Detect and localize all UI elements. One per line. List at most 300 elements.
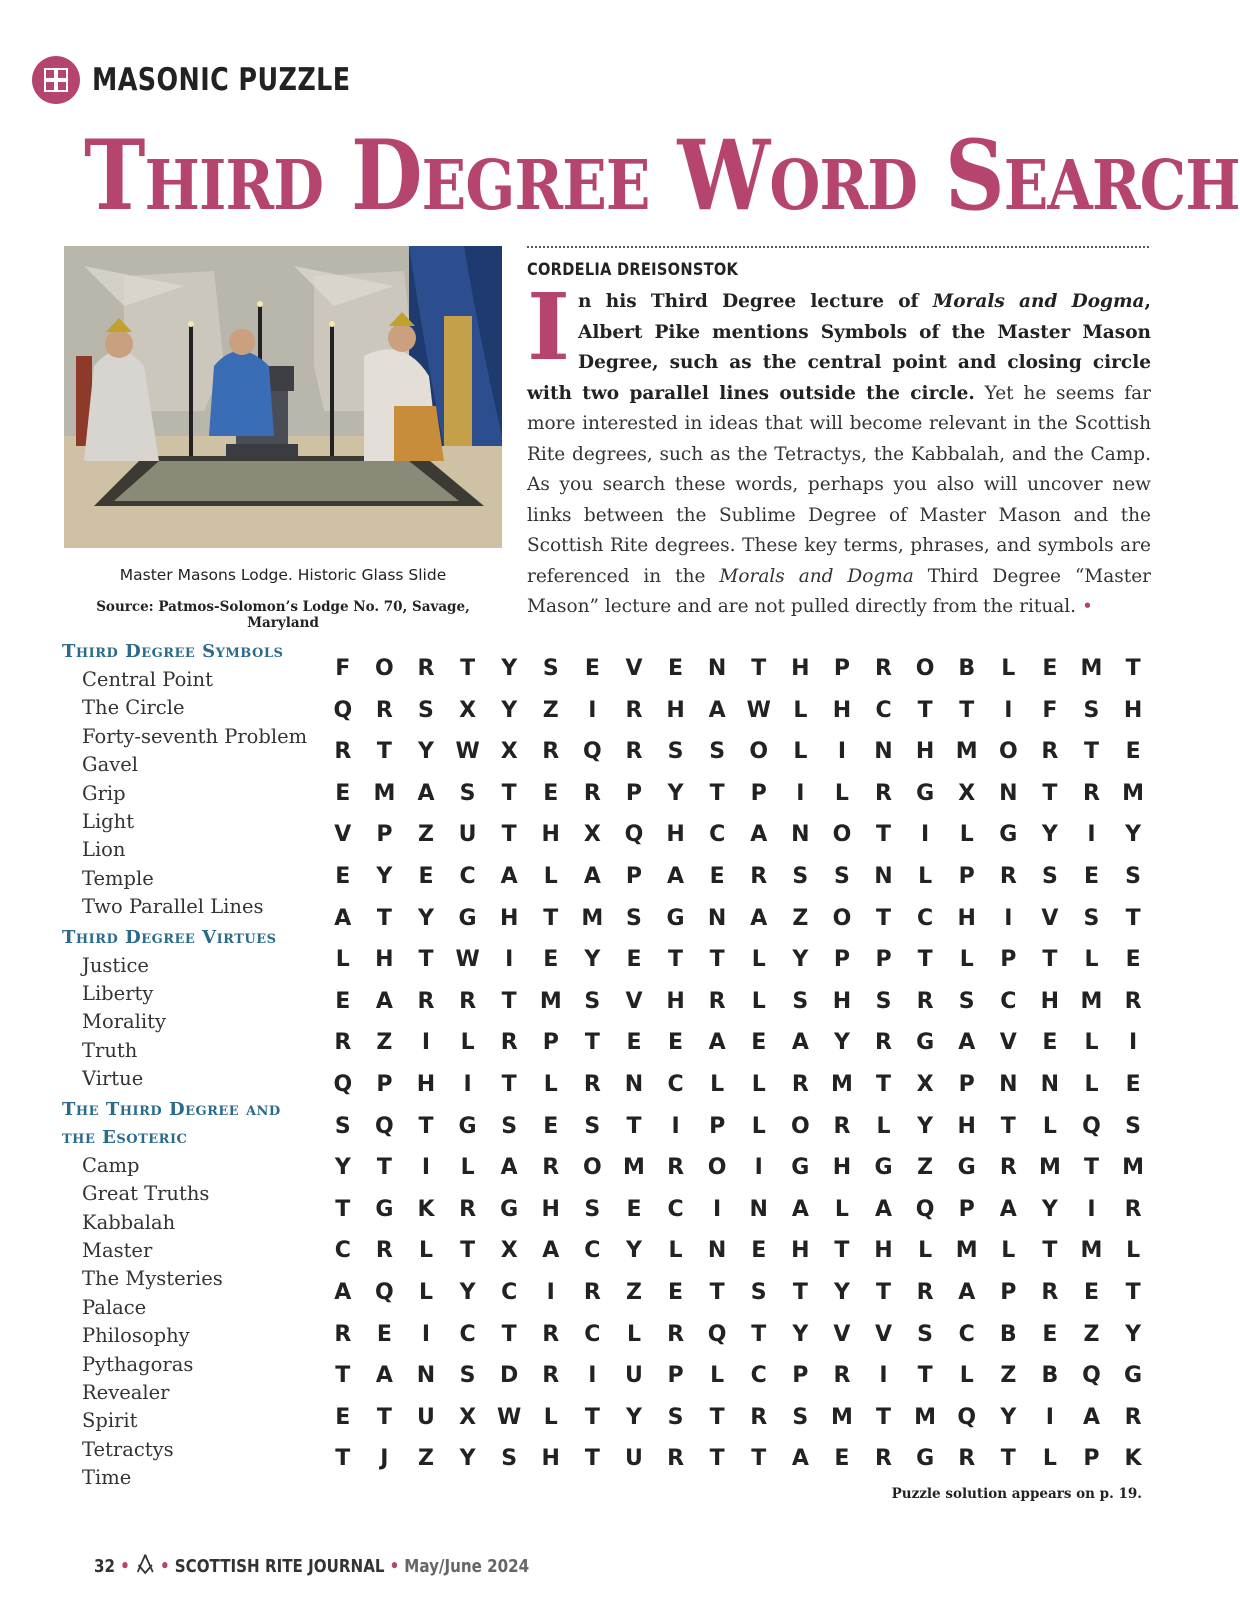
grid-letter[interactable]: S (1125, 863, 1141, 889)
grid-letter[interactable]: Y (833, 1030, 850, 1056)
grid-letter[interactable]: N (707, 905, 727, 931)
grid-letter[interactable]: T (709, 1404, 725, 1430)
grid-letter[interactable]: M (1122, 780, 1145, 806)
grid-letter[interactable]: W (746, 697, 771, 723)
grid-letter[interactable]: M (623, 1155, 645, 1181)
grid-letter[interactable]: T (501, 780, 517, 806)
grid-letter[interactable]: O (915, 656, 935, 681)
grid-letter[interactable]: R (667, 1446, 685, 1472)
grid-letter[interactable]: Z (792, 905, 809, 931)
grid-letter[interactable]: E (1042, 656, 1058, 681)
grid-letter[interactable]: R (875, 1030, 892, 1056)
grid-letter[interactable]: O (832, 905, 852, 931)
grid-letter[interactable]: P (376, 1071, 393, 1097)
grid-letter[interactable]: S (501, 1113, 518, 1139)
grid-letter[interactable]: H (541, 822, 560, 848)
grid-letter[interactable]: L (751, 988, 766, 1014)
grid-letter[interactable]: Y (334, 1155, 351, 1181)
grid-letter[interactable]: G (916, 1446, 935, 1472)
grid-letter[interactable]: U (625, 1446, 643, 1472)
grid-letter[interactable]: Y (667, 780, 684, 806)
grid-letter[interactable]: Q (1082, 1113, 1101, 1139)
grid-letter[interactable]: T (959, 697, 975, 723)
grid-letter[interactable]: L (918, 863, 933, 889)
grid-letter[interactable]: T (1000, 1446, 1016, 1472)
grid-letter[interactable]: Q (707, 1321, 727, 1347)
grid-letter[interactable]: C (1000, 988, 1017, 1014)
grid-letter[interactable]: L (543, 863, 558, 889)
grid-letter[interactable]: O (790, 1113, 810, 1139)
grid-letter[interactable]: O (832, 822, 852, 848)
grid-letter[interactable]: B (958, 656, 976, 681)
grid-letter[interactable]: T (709, 1279, 725, 1305)
grid-letter[interactable]: R (583, 1279, 601, 1305)
grid-letter[interactable]: T (668, 947, 684, 973)
grid-letter[interactable]: T (460, 1238, 476, 1264)
grid-letter[interactable]: G (458, 905, 477, 931)
grid-letter[interactable]: R (1083, 780, 1100, 806)
grid-letter[interactable]: I (505, 947, 514, 973)
grid-letter[interactable]: E (1125, 739, 1141, 765)
grid-letter[interactable]: X (958, 780, 976, 806)
grid-letter[interactable]: T (1125, 656, 1141, 681)
grid-letter[interactable]: Y (459, 1279, 476, 1305)
grid-letter[interactable]: N (999, 1071, 1018, 1097)
grid-letter[interactable]: P (542, 1030, 559, 1056)
grid-letter[interactable]: T (376, 1404, 392, 1430)
grid-letter[interactable]: M (581, 905, 604, 931)
grid-letter[interactable]: I (1128, 1030, 1138, 1056)
grid-letter[interactable]: R (417, 656, 435, 681)
grid-letter[interactable]: L (543, 1071, 558, 1097)
grid-letter[interactable]: C (584, 1238, 601, 1264)
grid-letter[interactable]: H (541, 1446, 560, 1472)
grid-letter[interactable]: Y (1125, 1321, 1142, 1347)
grid-letter[interactable]: E (1083, 863, 1099, 889)
grid-letter[interactable]: R (334, 739, 352, 765)
grid-letter[interactable]: V (625, 988, 643, 1014)
grid-letter[interactable]: S (667, 1404, 684, 1430)
grid-letter[interactable]: R (875, 656, 892, 681)
grid-letter[interactable]: S (1041, 863, 1058, 889)
grid-letter[interactable]: Y (792, 947, 809, 973)
grid-letter[interactable]: G (1124, 1363, 1143, 1389)
grid-letter[interactable]: P (792, 1363, 809, 1389)
grid-letter[interactable]: H (832, 1155, 852, 1181)
grid-letter[interactable]: L (335, 947, 350, 973)
grid-letter[interactable]: I (713, 1196, 722, 1222)
grid-letter[interactable]: O (707, 1155, 727, 1181)
grid-letter[interactable]: U (458, 822, 477, 848)
grid-letter[interactable]: T (751, 1446, 767, 1472)
grid-letter[interactable]: Q (333, 1071, 353, 1097)
grid-letter[interactable]: P (750, 780, 767, 806)
grid-letter[interactable]: L (418, 1279, 433, 1305)
grid-letter[interactable]: A (750, 822, 768, 848)
grid-letter[interactable]: C (917, 905, 934, 931)
grid-letter[interactable]: C (875, 697, 892, 723)
grid-letter[interactable]: N (1040, 1071, 1060, 1097)
grid-letter[interactable]: H (541, 1196, 560, 1222)
grid-letter[interactable]: S (459, 1363, 476, 1389)
grid-letter[interactable]: R (958, 1446, 976, 1472)
grid-letter[interactable]: T (543, 905, 559, 931)
grid-letter[interactable]: M (955, 739, 978, 765)
grid-letter[interactable]: X (500, 739, 518, 765)
grid-letter[interactable]: I (921, 822, 930, 848)
grid-letter[interactable]: E (335, 780, 351, 806)
grid-letter[interactable]: H (499, 905, 519, 931)
grid-letter[interactable]: A (667, 863, 685, 889)
grid-letter[interactable]: X (500, 1238, 518, 1264)
grid-letter[interactable]: N (874, 739, 893, 765)
grid-letter[interactable]: M (1080, 656, 1103, 681)
grid-letter[interactable]: T (876, 1404, 892, 1430)
grid-letter[interactable]: P (625, 780, 643, 806)
grid-letter[interactable]: T (709, 780, 725, 806)
grid-letter[interactable]: U (625, 1363, 643, 1389)
grid-letter[interactable]: A (791, 1446, 809, 1472)
grid-letter[interactable]: C (459, 1321, 476, 1347)
grid-letter[interactable]: T (792, 1279, 808, 1305)
grid-letter[interactable]: P (625, 863, 643, 889)
grid-letter[interactable]: S (792, 988, 809, 1014)
grid-letter[interactable]: C (501, 1279, 518, 1305)
grid-letter[interactable]: P (667, 1363, 684, 1389)
grid-letter[interactable]: I (546, 1279, 555, 1305)
grid-letter[interactable]: A (500, 1155, 518, 1181)
grid-letter[interactable]: I (754, 1155, 763, 1181)
grid-letter[interactable]: S (667, 739, 684, 765)
grid-letter[interactable]: I (588, 697, 597, 723)
grid-letter[interactable]: Y (376, 863, 393, 889)
grid-letter[interactable]: Y (418, 905, 434, 931)
grid-letter[interactable]: X (916, 1071, 934, 1097)
grid-letter[interactable]: R (916, 1279, 934, 1305)
grid-letter[interactable]: A (375, 988, 393, 1014)
grid-letter[interactable]: M (955, 1238, 978, 1264)
grid-letter[interactable]: R (667, 1155, 685, 1181)
grid-letter[interactable]: S (1083, 697, 1100, 723)
grid-letter[interactable]: Q (957, 1404, 977, 1430)
grid-letter[interactable]: A (334, 905, 352, 931)
grid-letter[interactable]: R (334, 1321, 352, 1347)
grid-letter[interactable]: R (750, 863, 768, 889)
grid-letter[interactable]: E (751, 1030, 767, 1056)
grid-letter[interactable]: S (418, 697, 434, 723)
grid-letter[interactable]: R (667, 1321, 685, 1347)
grid-letter[interactable]: T (376, 905, 392, 931)
grid-letter[interactable]: T (418, 947, 434, 973)
grid-letter[interactable]: L (543, 1404, 558, 1430)
grid-letter[interactable]: S (833, 863, 850, 889)
grid-letter[interactable]: Y (625, 1404, 642, 1430)
grid-letter[interactable]: V (334, 822, 352, 848)
grid-letter[interactable]: T (917, 947, 933, 973)
grid-letter[interactable]: E (751, 1238, 767, 1264)
grid-letter[interactable]: G (999, 822, 1018, 848)
grid-letter[interactable]: N (416, 1363, 436, 1389)
grid-letter[interactable]: R (1124, 1196, 1142, 1222)
grid-letter[interactable]: Y (501, 656, 518, 681)
grid-letter[interactable]: T (876, 905, 892, 931)
grid-letter[interactable]: E (376, 1321, 392, 1347)
grid-letter[interactable]: L (710, 1363, 725, 1389)
grid-letter[interactable]: R (875, 780, 892, 806)
grid-letter[interactable]: R (833, 1113, 851, 1139)
grid-letter[interactable]: I (421, 1321, 431, 1347)
grid-letter[interactable]: I (421, 1155, 431, 1181)
grid-letter[interactable]: L (959, 947, 974, 973)
grid-letter[interactable]: R (999, 1155, 1017, 1181)
grid-letter[interactable]: A (1082, 1404, 1100, 1430)
grid-letter[interactable]: R (1124, 1404, 1142, 1430)
grid-letter[interactable]: L (1084, 947, 1099, 973)
grid-letter[interactable]: X (459, 1404, 477, 1430)
grid-letter[interactable]: T (376, 739, 392, 765)
grid-letter[interactable]: M (373, 780, 396, 806)
grid-letter[interactable]: Y (792, 1321, 809, 1347)
grid-letter[interactable]: L (959, 822, 974, 848)
grid-letter[interactable]: S (334, 1113, 351, 1139)
grid-letter[interactable]: E (335, 863, 351, 889)
grid-letter[interactable]: E (1083, 1279, 1099, 1305)
grid-letter[interactable]: W (455, 739, 480, 765)
grid-letter[interactable]: T (584, 1404, 600, 1430)
grid-letter[interactable]: T (1125, 1279, 1141, 1305)
grid-letter[interactable]: T (501, 1071, 517, 1097)
grid-letter[interactable]: H (874, 1238, 893, 1264)
grid-letter[interactable]: C (584, 1321, 601, 1347)
grid-letter[interactable]: T (876, 822, 892, 848)
grid-letter[interactable]: Z (917, 1155, 934, 1181)
grid-letter[interactable]: E (626, 1030, 642, 1056)
grid-letter[interactable]: R (542, 1321, 560, 1347)
grid-letter[interactable]: E (335, 988, 351, 1014)
grid-letter[interactable]: H (957, 905, 976, 931)
grid-letter[interactable]: G (375, 1196, 394, 1222)
grid-letter[interactable]: C (958, 1321, 975, 1347)
grid-letter[interactable]: J (380, 1446, 389, 1472)
grid-letter[interactable]: Y (459, 1446, 476, 1472)
grid-letter[interactable]: E (1042, 1030, 1058, 1056)
grid-letter[interactable]: H (375, 947, 394, 973)
grid-letter[interactable]: H (666, 988, 685, 1014)
grid-letter[interactable]: H (1123, 697, 1143, 723)
grid-letter[interactable]: T (917, 697, 933, 723)
grid-letter[interactable]: H (957, 1113, 976, 1139)
grid-letter[interactable]: P (833, 656, 850, 681)
grid-letter[interactable]: Q (333, 697, 353, 723)
grid-letter[interactable]: Y (501, 697, 518, 723)
grid-letter[interactable]: N (999, 780, 1018, 806)
grid-letter[interactable]: R (1041, 1279, 1059, 1305)
grid-letter[interactable]: L (876, 1113, 891, 1139)
grid-letter[interactable]: S (875, 988, 892, 1014)
grid-letter[interactable]: Y (584, 947, 601, 973)
grid-letter[interactable]: R (542, 1155, 560, 1181)
grid-letter[interactable]: R (999, 863, 1017, 889)
grid-letter[interactable]: S (584, 1113, 601, 1139)
grid-letter[interactable]: S (1125, 1113, 1141, 1139)
grid-letter[interactable]: P (1083, 1446, 1100, 1472)
grid-letter[interactable]: M (830, 1404, 853, 1430)
grid-letter[interactable]: A (417, 780, 435, 806)
grid-letter[interactable]: L (1042, 1113, 1057, 1139)
grid-letter[interactable]: W (455, 947, 480, 973)
grid-letter[interactable]: G (874, 1155, 893, 1181)
grid-letter[interactable]: T (917, 1363, 933, 1389)
grid-letter[interactable]: R (875, 1446, 892, 1472)
grid-letter[interactable]: R (459, 1196, 477, 1222)
grid-letter[interactable]: L (793, 739, 808, 765)
grid-letter[interactable]: E (418, 863, 434, 889)
grid-letter[interactable]: E (1125, 947, 1141, 973)
grid-letter[interactable]: B (999, 1321, 1017, 1347)
grid-letter[interactable]: Z (542, 697, 559, 723)
grid-letter[interactable]: W (497, 1404, 522, 1430)
grid-letter[interactable]: R (916, 988, 934, 1014)
grid-letter[interactable]: P (958, 1196, 975, 1222)
grid-letter[interactable]: L (751, 1113, 766, 1139)
grid-letter[interactable]: H (1040, 988, 1060, 1014)
grid-letter[interactable]: T (1042, 780, 1058, 806)
grid-letter[interactable]: M (914, 1404, 937, 1430)
grid-letter[interactable]: S (459, 780, 476, 806)
grid-letter[interactable]: A (791, 1030, 809, 1056)
grid-letter[interactable]: S (958, 988, 975, 1014)
grid-letter[interactable]: S (709, 739, 726, 765)
grid-letter[interactable]: S (917, 1321, 934, 1347)
grid-letter[interactable]: L (1001, 656, 1016, 681)
grid-letter[interactable]: E (709, 863, 725, 889)
grid-letter[interactable]: A (791, 1196, 809, 1222)
grid-letter[interactable]: X (459, 697, 477, 723)
grid-letter[interactable]: T (418, 1113, 434, 1139)
grid-letter[interactable]: G (916, 1030, 935, 1056)
grid-letter[interactable]: A (999, 1196, 1017, 1222)
grid-letter[interactable]: T (709, 947, 725, 973)
grid-letter[interactable]: L (959, 1363, 974, 1389)
grid-letter[interactable]: F (1042, 697, 1058, 723)
grid-letter[interactable]: H (791, 656, 810, 681)
grid-letter[interactable]: E (335, 1404, 351, 1430)
grid-letter[interactable]: Y (1125, 822, 1142, 848)
grid-letter[interactable]: R (791, 1071, 809, 1097)
grid-letter[interactable]: L (668, 1238, 683, 1264)
grid-letter[interactable]: N (707, 656, 727, 681)
grid-letter[interactable]: A (500, 863, 518, 889)
grid-letter[interactable]: T (1083, 739, 1099, 765)
grid-letter[interactable]: T (751, 1321, 767, 1347)
grid-letter[interactable]: M (1080, 1238, 1103, 1264)
grid-letter[interactable]: R (625, 739, 643, 765)
grid-letter[interactable]: M (1080, 988, 1103, 1014)
grid-letter[interactable]: U (417, 1404, 435, 1430)
grid-letter[interactable]: E (834, 1446, 850, 1472)
grid-letter[interactable]: I (796, 780, 805, 806)
grid-letter[interactable]: E (668, 656, 684, 681)
grid-letter[interactable]: H (832, 697, 852, 723)
grid-letter[interactable]: R (833, 1363, 851, 1389)
grid-letter[interactable]: L (1001, 1238, 1016, 1264)
grid-letter[interactable]: I (1004, 697, 1013, 723)
grid-letter[interactable]: T (1083, 1155, 1099, 1181)
grid-letter[interactable]: K (417, 1196, 435, 1222)
grid-letter[interactable]: T (335, 1196, 351, 1222)
grid-letter[interactable]: L (1126, 1238, 1141, 1264)
grid-letter[interactable]: S (1083, 905, 1100, 931)
grid-letter[interactable]: Q (583, 739, 602, 765)
grid-letter[interactable]: Q (915, 1196, 935, 1222)
grid-letter[interactable]: A (375, 1363, 393, 1389)
grid-letter[interactable]: I (421, 1030, 431, 1056)
grid-letter[interactable]: Y (1041, 822, 1058, 848)
grid-letter[interactable]: H (832, 988, 852, 1014)
grid-letter[interactable]: T (501, 1321, 517, 1347)
grid-letter[interactable]: Q (1082, 1363, 1101, 1389)
grid-letter[interactable]: X (583, 822, 601, 848)
grid-letter[interactable]: P (958, 1071, 975, 1097)
grid-letter[interactable]: C (667, 1071, 684, 1097)
grid-letter[interactable]: P (709, 1113, 726, 1139)
grid-letter[interactable]: R (1124, 988, 1142, 1014)
grid-letter[interactable]: R (334, 1030, 352, 1056)
grid-letter[interactable]: R (417, 988, 435, 1014)
grid-letter[interactable]: Z (418, 822, 434, 848)
grid-letter[interactable]: H (416, 1071, 436, 1097)
grid-letter[interactable]: E (626, 1196, 642, 1222)
grid-letter[interactable]: G (500, 1196, 519, 1222)
grid-letter[interactable]: P (958, 863, 975, 889)
grid-letter[interactable]: A (750, 905, 768, 931)
grid-letter[interactable]: Y (917, 1113, 934, 1139)
grid-letter[interactable]: B (1041, 1363, 1059, 1389)
grid-letter[interactable]: H (915, 739, 935, 765)
grid-letter[interactable]: T (335, 1363, 351, 1389)
grid-letter[interactable]: D (500, 1363, 519, 1389)
grid-letter[interactable]: F (335, 656, 351, 681)
grid-letter[interactable]: T (834, 1238, 850, 1264)
grid-letter[interactable]: V (625, 656, 643, 681)
grid-letter[interactable]: R (500, 1030, 518, 1056)
grid-letter[interactable]: N (749, 1196, 768, 1222)
grid-letter[interactable]: I (588, 1363, 597, 1389)
grid-letter[interactable]: L (793, 697, 808, 723)
grid-letter[interactable]: S (792, 863, 809, 889)
grid-letter[interactable]: R (459, 988, 477, 1014)
grid-letter[interactable]: Z (1083, 1321, 1100, 1347)
grid-letter[interactable]: E (543, 1113, 559, 1139)
grid-letter[interactable]: T (1042, 1238, 1058, 1264)
grid-letter[interactable]: I (879, 1363, 888, 1389)
grid-letter[interactable]: H (666, 822, 685, 848)
grid-letter[interactable]: L (710, 1071, 725, 1097)
grid-letter[interactable]: A (334, 1279, 352, 1305)
grid-letter[interactable]: L (1042, 1446, 1057, 1472)
grid-letter[interactable]: P (1000, 1279, 1017, 1305)
grid-letter[interactable]: Z (418, 1446, 434, 1472)
grid-letter[interactable]: V (875, 1321, 893, 1347)
grid-letter[interactable]: G (957, 1155, 976, 1181)
grid-letter[interactable]: S (792, 1404, 809, 1430)
grid-letter[interactable]: V (999, 1030, 1017, 1056)
grid-letter[interactable]: M (1038, 1155, 1061, 1181)
grid-letter[interactable]: P (376, 822, 393, 848)
grid-letter[interactable]: E (1125, 1071, 1141, 1097)
grid-letter[interactable]: Q (624, 822, 644, 848)
grid-letter[interactable]: T (584, 1030, 600, 1056)
